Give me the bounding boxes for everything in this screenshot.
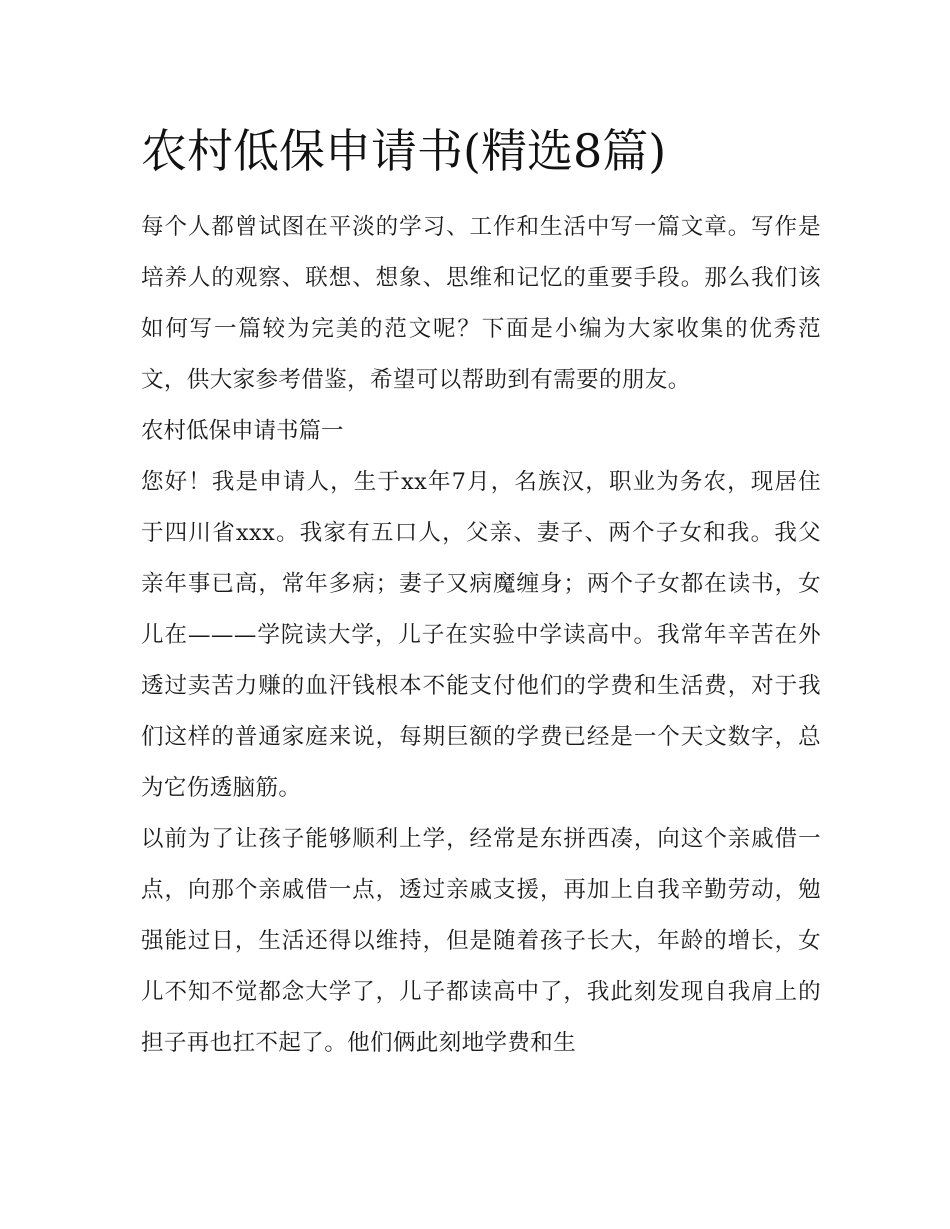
body-paragraph: 您好！我是申请人，生于xx年7月，名族汉，职业为务农，现居住于四川省xxx。我家有五口人，父亲、妻子、两个子女和我。我父亲年事已高，常年多病；妻子又病魔缠身；两个子女都在读书，女儿在———学院读大学，儿子在实验中学读高中。我常年辛苦在外透过卖苦力赚的血汗钱根本不能支付他们的学费和生活费，对于我们这样的普通家庭来说，每期巨额的学费已经是一个天文数字，总为它伤透脑筋。 bbox=[141, 469, 821, 801]
document-title: 农村低保申请书(精选8篇) bbox=[141, 124, 667, 178]
document-body bbox=[141, 112, 821, 1069]
intro-paragraph: 每个人都曾试图在平淡的学习、工作和生活中写一篇文章。写作是培养人的观察、联想、想象、思维和记忆的重要手段。那么我们该如何写一篇较为完美的范文呢？下面是小编为大家收集的优秀范文，供大家参考借鉴，希望可以帮助到有需要的朋友。 bbox=[141, 214, 821, 393]
section-heading: 农村低保申请书篇一 bbox=[141, 418, 344, 444]
body-paragraph: 以前为了让孩子能够顺利上学，经常是东拼西凑，向这个亲戚借一点，向那个亲戚借一点，透过亲戚支援，再加上自我辛勤劳动，勉强能过日，生活还得以维持，但是随着孩子长大，年龄的增长，女儿不知不觉都念大学了，儿子都读高中了，我此刻发现自我肩上的担子再也扛不起了。他们俩此刻地学费和生 bbox=[141, 826, 821, 1056]
